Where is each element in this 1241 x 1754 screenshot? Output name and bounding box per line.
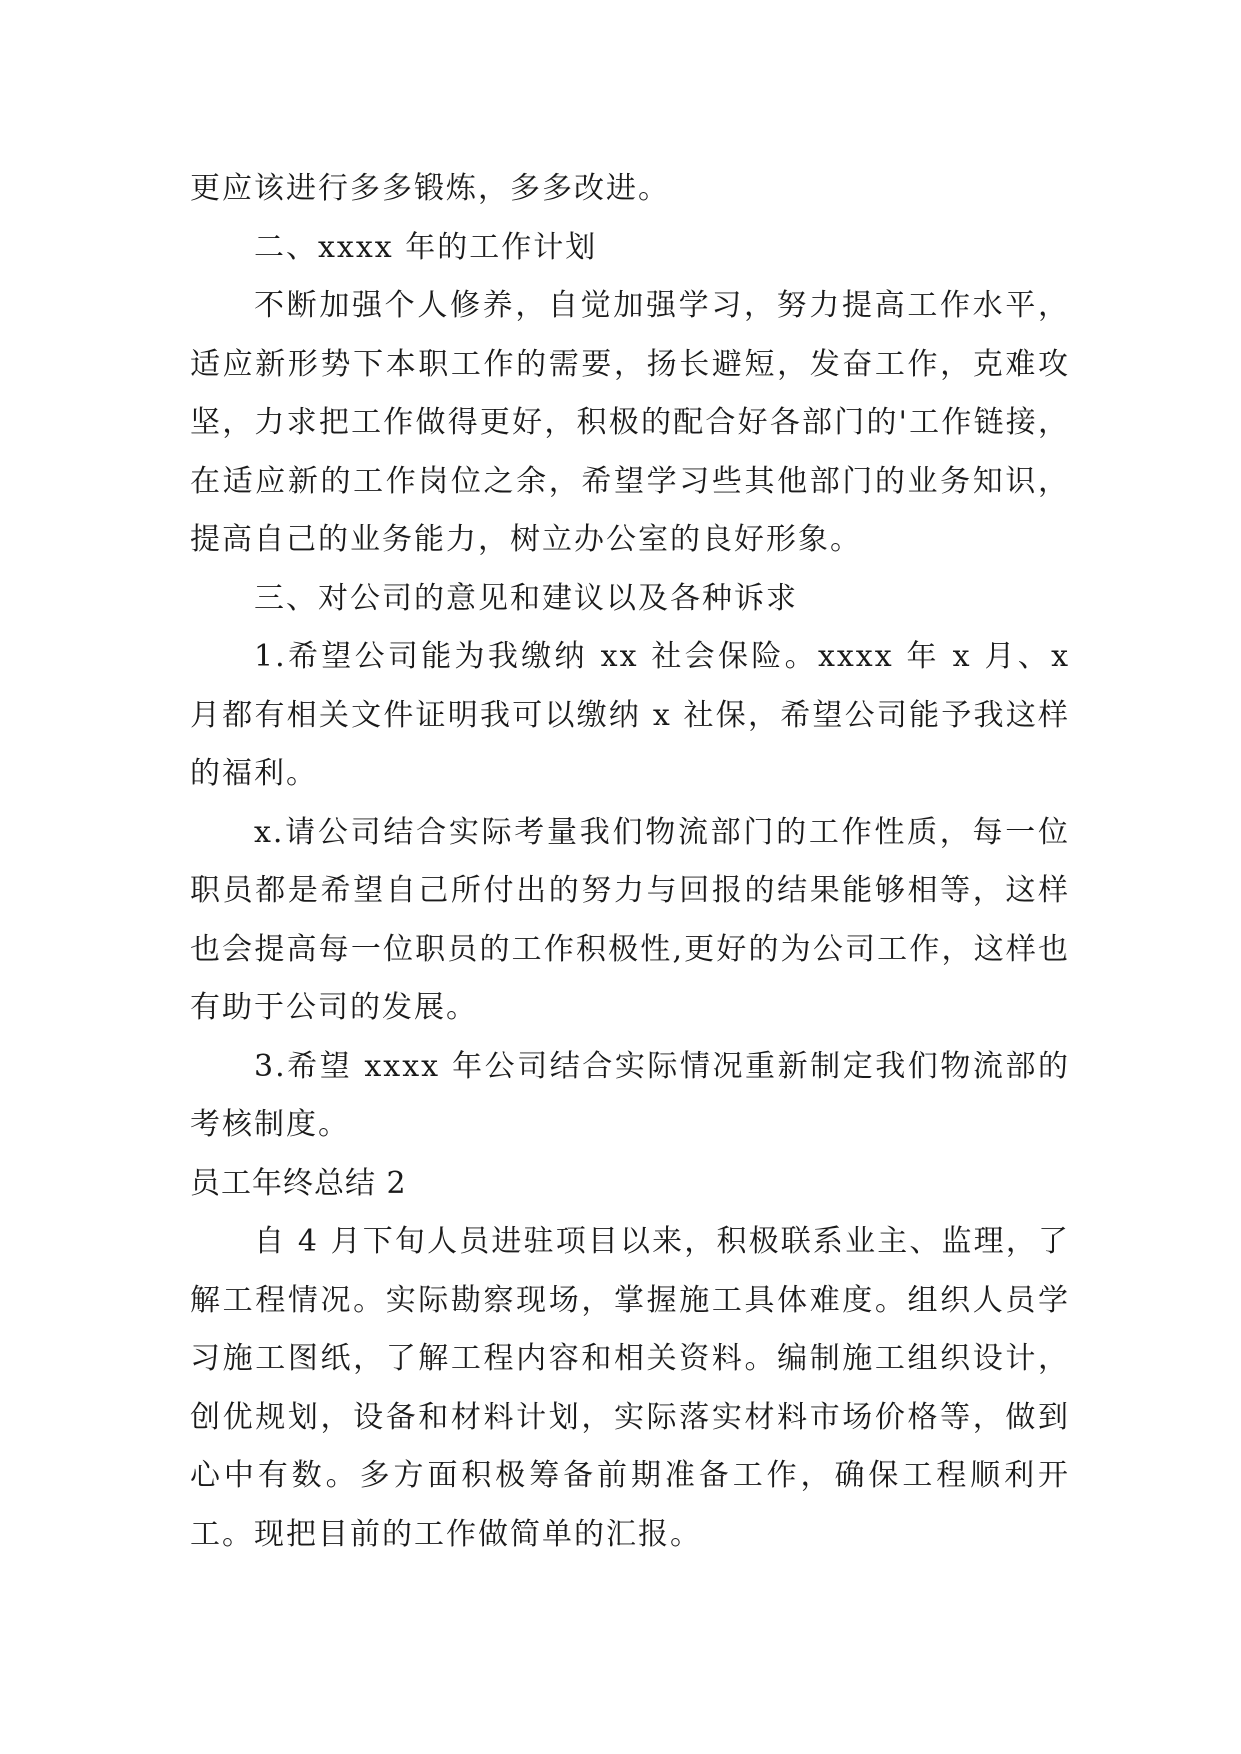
document-body (190, 160, 1070, 1564)
summary-2-body: 自 4 月下旬人员进驻项目以来，积极联系业主、监理，了解工程情况。实际勘察现场，掌握施工具体难度。组织人员学习施工图纸，了解工程内容和相关资料。编制施工组织设计，创优规划，设备和材料计划，实际落实材料市场价格等，做到心中有数。多方面积极筹备前期准备工作，确保工程顺利开工。现把目前的工作做简单的汇报。 (190, 1224, 1070, 1552)
list-item-3: 3.希望 xxxx 年公司结合实际情况重新制定我们物流部的考核制度。 (190, 1048, 1070, 1142)
paragraph-continued: 更应该进行多多锻炼，多多改进。 (190, 171, 670, 206)
section-2-body: 不断加强个人修养，自觉加强学习，努力提高工作水平，适应新形势下本职工作的需要，扬长避短，发奋工作，克难攻坚，力求把工作做得更好，积极的配合好各部门的'工作链接，在适应新的工作岗位之余，希望学习些其他部门的业务知识，提高自己的业务能力，树立办公室的良好形象。 (190, 288, 1070, 557)
list-item-x: x.请公司结合实际考量我们物流部门的工作性质，每一位职员都是希望自己所付出的努力与回报的结果能够相等，这样也会提高每一位职员的工作积极性,更好的为公司工作，这样也有助于公司的发展。 (190, 814, 1070, 1025)
section-2-heading: 二、xxxx 年的工作计划 (254, 229, 598, 265)
list-item-1: 1.希望公司能为我缴纳 xx 社会保险。xxxx 年 x 月、x 月都有相关文件证明我可以缴纳 x 社保，希望公司能予我这样的福利。 (190, 639, 1070, 791)
section-3-heading: 三、对公司的意见和建议以及各种诉求 (254, 580, 798, 616)
summary-2-title: 员工年终总结 2 (190, 1165, 407, 1201)
